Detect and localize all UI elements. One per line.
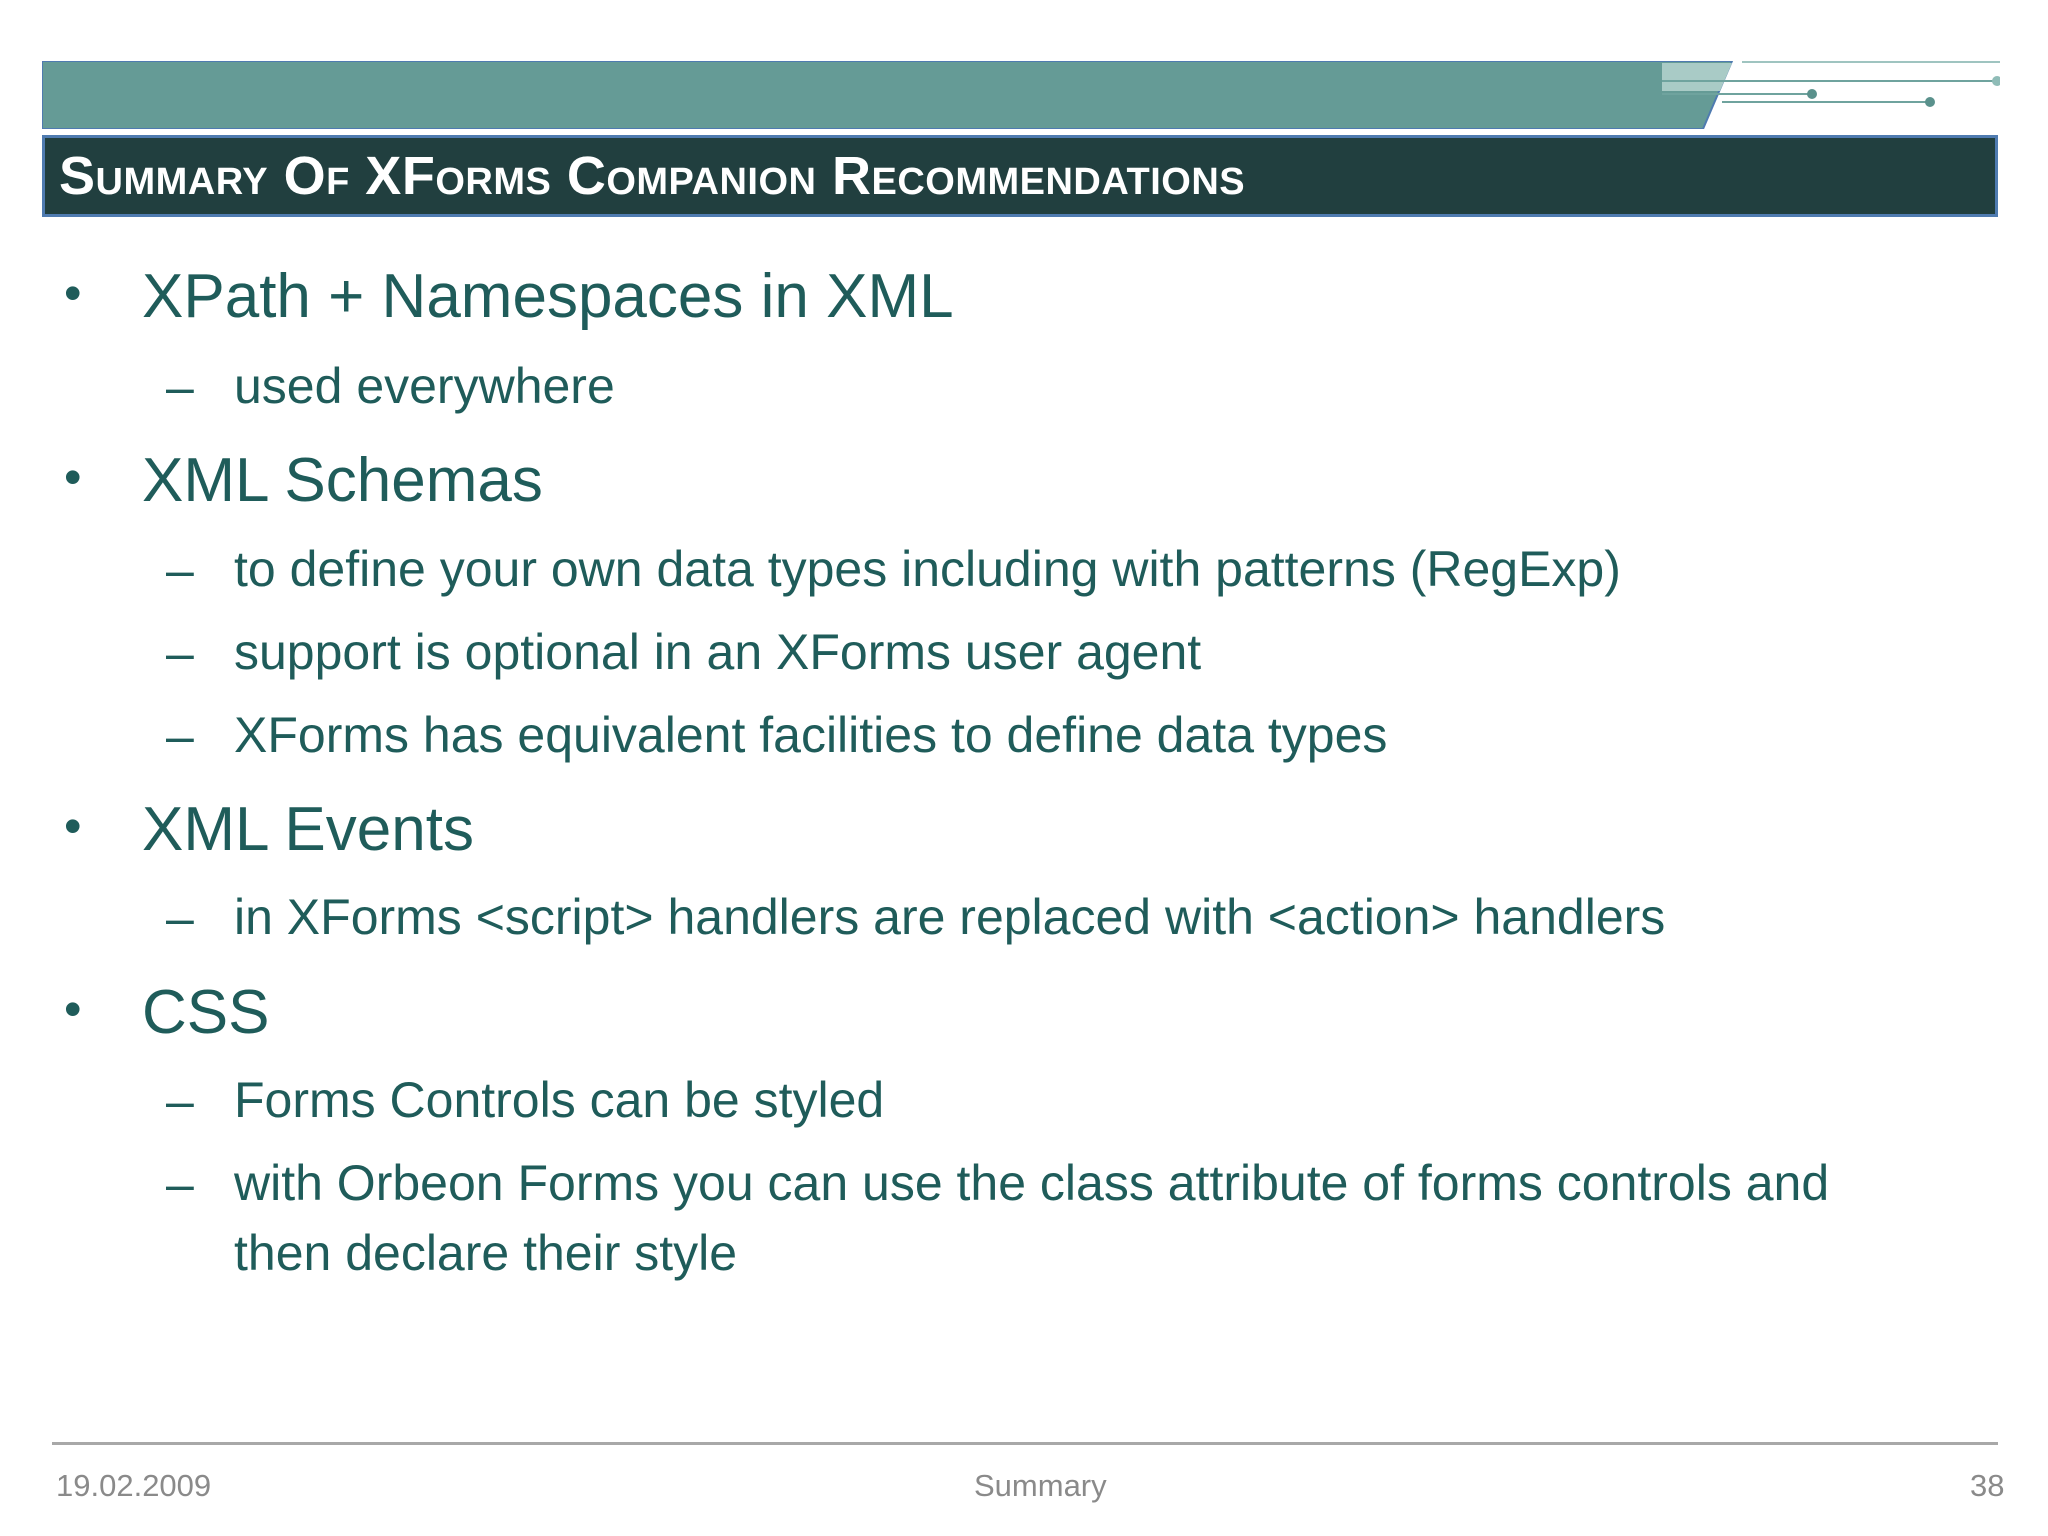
dash-marker: – [166,890,194,946]
bullet-xpath-namespaces: XPath + Namespaces in XML [142,262,954,331]
bullet-xml-schemas: XML Schemas [142,446,543,515]
header-decoration-band [42,61,2000,129]
footer-page-number: 38 [1970,1468,2005,1503]
dash-marker: – [166,1156,194,1212]
title-bar [42,135,1998,217]
dash-marker: – [166,542,194,598]
bullet-marker: • [64,265,82,321]
subitem-script-handlers: in XForms <script> handlers are replaced with <action> handlers [234,889,1666,945]
subitem-support-optional: support is optional in an XForms user agent [234,624,1202,680]
dash-marker: – [166,625,194,681]
subitem-equivalent-facilities: XForms has equivalent facilities to define data types [234,707,1388,763]
dash-marker: – [166,1073,194,1129]
dash-marker: – [166,359,194,415]
subitem-orbeon-class-attribute: with Orbeon Forms you can use the class attribute of forms controls and [234,1155,1830,1211]
subitem-define-data-types: to define your own data types including with patterns (RegExp) [234,541,1621,597]
footer-section: Summary [974,1468,1107,1503]
subitem-forms-controls-styled: Forms Controls can be styled [234,1072,885,1128]
bullet-marker: • [64,449,82,505]
subitem-declare-style: then declare their style [234,1225,738,1281]
footer-date: 19.02.2009 [56,1468,212,1503]
subitem-used-everywhere: used everywhere [234,358,615,414]
bullet-xml-events: XML Events [142,795,474,864]
slide-title: Summary Of XForms Companion Recommendations [59,146,1246,206]
bullet-marker: • [64,981,82,1037]
footer-divider [52,1442,1998,1445]
bullet-marker: • [64,798,82,854]
header-band-accent [1662,63,1732,91]
circuit-dot-2 [1807,89,1817,99]
dash-marker: – [166,708,194,764]
circuit-dot-3 [1925,97,1935,107]
circuit-dot-1 [1992,76,2000,86]
header-band-fill [42,61,1732,129]
bullet-css: CSS [142,978,270,1047]
